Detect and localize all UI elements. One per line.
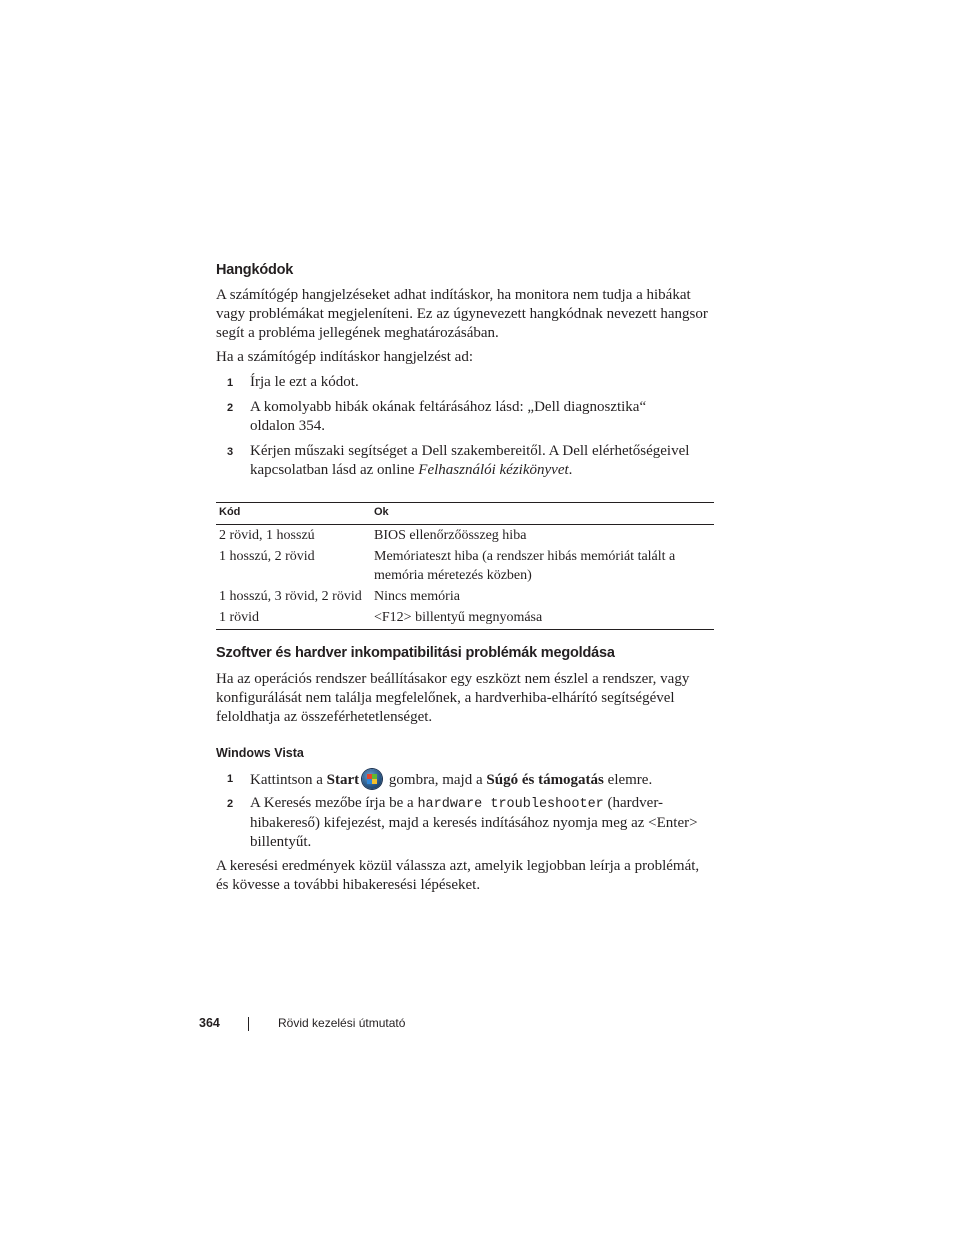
compatibility-intro: Ha az operációs rendszer beállításakor egy eszközt nem észlel a rendszer, vagy konfigurálását nem találja megfelelőnek, a hardverhiba-elhárító segítségével feloldhatja az összeférhetetlenséget.: [216, 671, 690, 725]
cell-cause: Nincs memória: [374, 589, 460, 604]
windows-start-icon: [362, 769, 382, 789]
table-header-row: [216, 503, 714, 525]
step-text-part: (hardver-hibakereső) kifejezést, majd a keresés indításához nyomja meg az <Enter> billentyűt.: [250, 795, 698, 850]
step-text-part: Kattintson a: [250, 772, 327, 788]
beep-codes-table: [216, 502, 714, 630]
cell-cause: Memóriateszt hiba (a rendszer hibás memóriát talált a memória méretezés közben): [374, 549, 676, 583]
column-header-code: Kód: [216, 503, 371, 525]
subheading-windows-vista: Windows Vista: [216, 746, 304, 760]
cell-code: 1 hosszú, 2 rövid: [219, 549, 315, 564]
step-text-part: gombra, majd a: [385, 772, 487, 788]
step-number: 3: [227, 446, 234, 458]
table-row: [216, 607, 714, 630]
step-text: [250, 794, 700, 852]
beep-codes-lead: Ha a számítógép indításkor hangjelzést ad:: [216, 349, 473, 365]
table-row: [216, 546, 714, 586]
section-heading-beep-codes: Hangkódok: [216, 262, 294, 278]
cell-cause: BIOS ellenőrzőösszeg hiba: [374, 528, 527, 543]
list-item: [216, 373, 716, 392]
step-text: [250, 442, 716, 480]
step-text: [250, 769, 716, 790]
step-number: 2: [227, 402, 234, 414]
cell-cause: <F12> billentyű megnyomása: [371, 607, 714, 630]
step-text-part: .: [568, 462, 573, 478]
step-number: 1: [227, 773, 234, 785]
cell-code: 1 hosszú, 3 rövid, 2 rövid: [219, 589, 362, 604]
cell-code: 1 rövid: [216, 607, 371, 630]
cell-code: 2 rövid, 1 hosszú: [219, 528, 315, 543]
page-number: 364: [199, 1016, 220, 1030]
section-heading-compatibility: Szoftver és hardver inkompatibilitási problémák megoldása: [216, 645, 615, 661]
column-header-cause: Ok: [371, 503, 714, 525]
list-item: [216, 794, 716, 852]
manual-reference: Felhasználói kézikönyvet: [418, 462, 569, 478]
step-number: 2: [227, 798, 234, 810]
step-text: A komolyabb hibák okának feltárásához lásd: „Dell diagnosztika“ oldalon 354.: [250, 399, 647, 434]
table-row: [216, 525, 714, 547]
step-text: Írja le ezt a kódot.: [250, 374, 359, 390]
compatibility-outro: A keresési eredmények közül válassza azt, amelyik legjobban leírja a problémát, és kövesse a további hibakeresési lépéseket.: [216, 858, 700, 893]
beep-codes-intro: A számítógép hangjelzéseket adhat indításkor, ha monitora nem tudja a hibákat vagy problémákat megjeleníteni. Ez az úgynevezett hangkódnak nevezett hangsor segít a probléma jellegének meghatározásában.: [216, 287, 708, 341]
step-number: 1: [227, 377, 234, 389]
step-text-part: elemre.: [603, 772, 653, 788]
list-item: [216, 442, 716, 480]
footer-title: Rövid kezelési útmutató: [278, 1016, 406, 1030]
help-and-support-label: Súgó és támogatás: [486, 772, 604, 788]
search-term-code: hardware troubleshooter: [417, 797, 604, 812]
start-label: Start: [326, 772, 360, 788]
list-item: [216, 398, 716, 436]
footer-divider: [248, 1017, 249, 1031]
step-text-part: A Keresés mezőbe írja be a: [250, 795, 418, 811]
table-row: [216, 586, 714, 607]
list-item: [216, 769, 716, 790]
step-text-part: Kérjen műszaki segítséget a Dell szakembereitől. A Dell elérhetőségeivel kapcsolatban lásd az online: [250, 443, 690, 478]
